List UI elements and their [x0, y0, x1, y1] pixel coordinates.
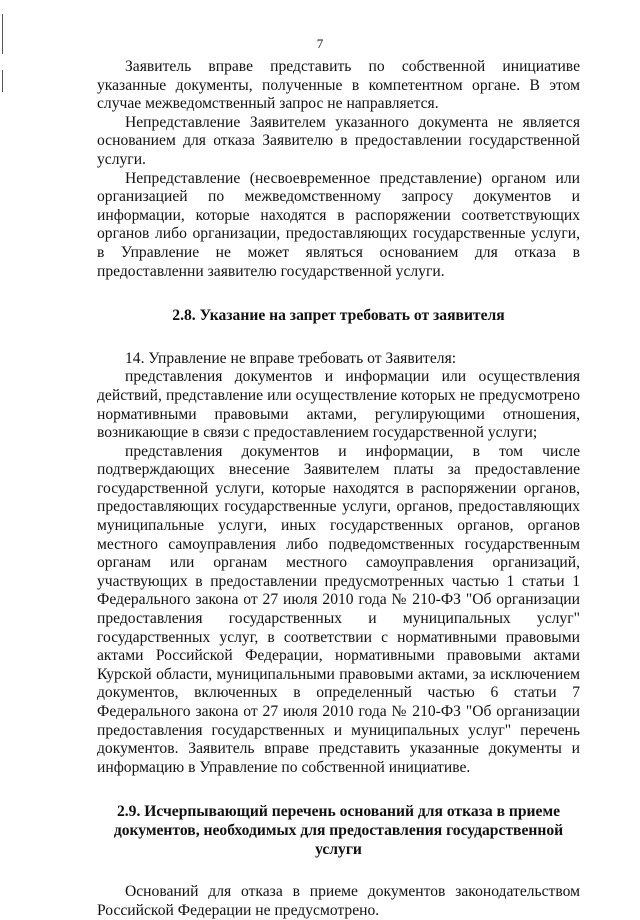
paragraph: Непредставление (несвоевременное представление) органом или организацией по межведомственному запросу документов и информации, которые находятся в распоряжении соответствующих органов либо организации, предоставляющих государственные услуги, в Управление не может являться основанием для отказа в предоставленни заявителю государственной услуги. [97, 169, 580, 280]
paragraph: Непредставление Заявителем указанного документа не является основанием для отказа Заявителю в предоставлении государственной услуги. [97, 113, 580, 168]
scan-edge-mark [2, 70, 3, 92]
paragraph: представления документов и информации или осуществления действий, представление или осуществление которых не предусмотрено нормативными правовыми актами, регулирующими отношения, возникающие в связи с предоставлением государственной услуги; [97, 368, 580, 442]
section-heading-2-8: 2.8. Указание на запрет требовать от заявителя [172, 307, 505, 325]
page-number: 7 [316, 36, 324, 51]
document-body [97, 58, 580, 920]
paragraph: представления документов и информации, в том числе подтверждающих внесение Заявителем платы за предоставление государственной услуги, которые находятся в распоряжении органов, предоставляющих государственные услуги, органов, предоставляющих муниципальные услуги, иных государственных органов, органов местного самоуправления либо подведомственных государственным органам или органам местного самоуправления организаций, участвующих в предоставлении предусмотренных частью 1 статьи 1 Федерального закона от 27 июля 2010 года № 210-ФЗ "Об организации предоставления государственных и муниципальных услуг" государственных услуг, в соответствии с нормативными правовыми актами Российской Федерации, нормативными правовыми актами Курской области, муниципальными правовыми актами, за исключением документов, включенных в определенный частью 6 статьи 7 Федерального закона от 27 июля 2010 года № 210-ФЗ "Об организации предоставления государственных и муниципальных услуг" перечень документов. Заявитель вправе представить указанные документы и информацию в Управление по собственной инициативе. [97, 442, 580, 776]
section-heading-2-9: 2.9. Исчерпывающий перечень оснований для отказа в приеме документов, необходимых для предоставления государственной услуги [113, 803, 564, 858]
paragraph: Оснований для отказа в приеме документов законодательством Российской Федерации не предусмотрено. [97, 883, 580, 919]
paragraph: Заявитель вправе представить по собственной инициативе указанные документы, полученные в компетентном органе. В этом случае межведомственный запрос не направляется. [97, 58, 580, 113]
paragraph: 14. Управление не вправе требовать от Заявителя: [125, 349, 457, 367]
